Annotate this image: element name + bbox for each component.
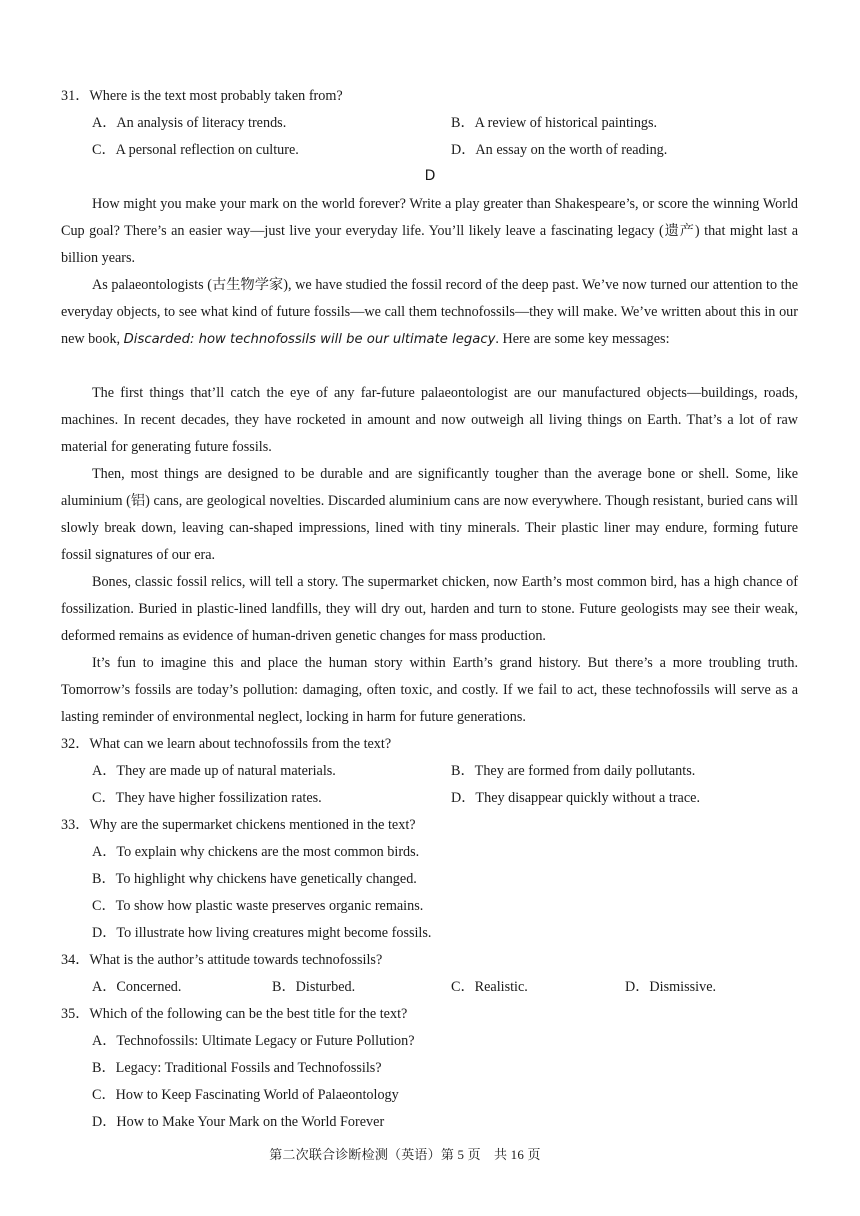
paragraph-2-text-start: As palaeontologists (古生物学家), we have studied the fossil record of the deep past. We’ve now turned our attention to the everyday objects, to see what kind of future fossils—we call them technofossils—they will make. We’ve written about this in our new book, xyxy=(61,277,798,347)
q32-option-d: D．They disappear quickly without a trace. xyxy=(451,790,700,806)
q31-option-a: A．An analysis of literacy trends. xyxy=(92,115,287,131)
q35-option-b: B．Legacy: Traditional Fossils and Technofossils? xyxy=(92,1060,382,1076)
q34-option-b: B．Disturbed. xyxy=(272,979,356,995)
q35-option-d: D．How to Make Your Mark on the World Forever xyxy=(92,1114,385,1130)
q33-stem: 33．Why are the supermarket chickens mentioned in the text? xyxy=(61,817,416,833)
passage-paragraph-2 xyxy=(61,272,798,353)
q33-option-c: C．To show how plastic waste preserves organic remains. xyxy=(92,898,424,914)
q33-option-a: A．To explain why chickens are the most common birds. xyxy=(92,844,420,860)
q32-option-c: C．They have higher fossilization rates. xyxy=(92,790,322,806)
q34-option-a: A．Concerned. xyxy=(92,979,182,995)
q33-option-d: D．To illustrate how living creatures might become fossils. xyxy=(92,925,432,941)
paragraph-2-text-end: . Here are some key messages: xyxy=(495,331,670,347)
q34-option-d: D．Dismissive. xyxy=(625,979,717,995)
q31-stem: 31．Where is the text most probably taken from? xyxy=(61,88,343,104)
passage-paragraph-1: How might you make your mark on the world forever? Write a play greater than Shakespeare’s, or score the winning World Cup goal? There’s an easier way—just live your everyday life. You’ll likely leave a fascinating legacy (遗产) that might last a billion years. xyxy=(61,196,798,266)
passage-paragraph-5: Bones, classic fossil relics, will tell a story. The supermarket chicken, now Earth’s most common bird, has a high chance of fossilization. Buried in plastic-lined landfills, they will dry out, harden and turn to stone. Future geologists may see their weak, deformed remains as evidence of human-driven genetic changes for mass production. xyxy=(61,574,798,644)
page-footer: 第二次联合诊断检测（英语）第 5 页 共 16 页 xyxy=(269,1147,541,1162)
q33-option-b: B．To highlight why chickens have genetically changed. xyxy=(92,871,417,887)
q31-option-d: D．An essay on the worth of reading. xyxy=(451,142,668,158)
q32-option-a: A．They are made up of natural materials. xyxy=(92,763,336,779)
q35-option-c: C．How to Keep Fascinating World of Palaeontology xyxy=(92,1087,399,1103)
q34-stem: 34．What is the author’s attitude towards technofossils? xyxy=(61,952,383,968)
q35-stem: 35．Which of the following can be the best title for the text? xyxy=(61,1006,408,1022)
q35-option-a: A．Technofossils: Ultimate Legacy or Future Pollution? xyxy=(92,1033,415,1049)
q34-option-c: C．Realistic. xyxy=(451,979,528,995)
q31-option-c: C．A personal reflection on culture. xyxy=(92,142,299,158)
passage-paragraph-4: Then, most things are designed to be durable and are significantly tougher than the average bone or shell. Some, like aluminium (铝) cans, are geological novelties. Discarded aluminium cans are now everywhere. Though resistant, buried cans will slowly break down, leaving can-shaped impressions, lined with tiny minerals. Their plastic liner may endure, forming future fossil signatures of our era. xyxy=(61,466,798,563)
q32-stem: 32．What can we learn about technofossils from the text? xyxy=(61,736,392,752)
passage-paragraph-3: The first things that’ll catch the eye of any far-future palaeontologist are our manufactured objects—buildings, roads, machines. In recent decades, they have rocketed in amount and now outweigh all living things on Earth. That’s a lot of raw material for generating future fossils. xyxy=(61,385,798,455)
q32-option-b: B．They are formed from daily pollutants. xyxy=(451,763,696,779)
book-title: Discarded: how technofossils will be our ultimate legacy xyxy=(123,332,496,347)
q31-option-b: B．A review of historical paintings. xyxy=(451,115,658,131)
section-label: D xyxy=(424,168,436,184)
passage-paragraph-6: It’s fun to imagine this and place the human story within Earth’s grand history. But there’s a more troubling truth. Tomorrow’s fossils are today’s pollution: damaging, often toxic, and costly. If we fail to act, these technofossils will serve as a lasting reminder of environmental neglect, locking in harm for future generations. xyxy=(61,655,798,725)
